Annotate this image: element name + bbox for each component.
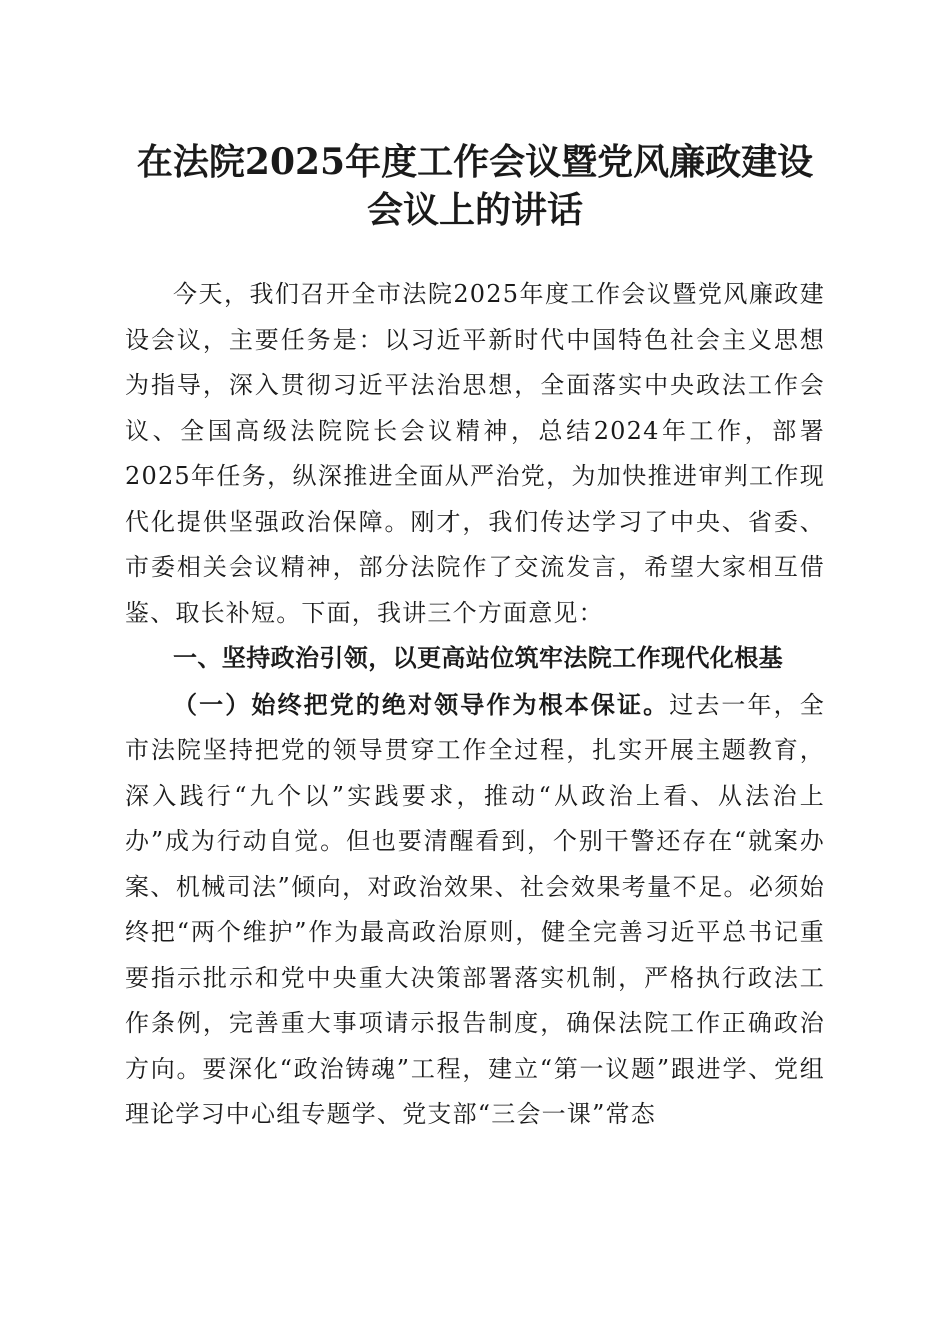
subsection-heading-1: （一）始终把党的绝对领导作为根本保证。: [173, 689, 670, 719]
intro-paragraph: 今天，我们召开全市法院2025年度工作会议暨党风廉政建设会议，主要任务是：以习近平新时代中国特色社会主义思想为指导，深入贯彻习近平法治思想，全面落实中央政法工作会议、全国高级法院院长会议精神，总结2024年工作，部署2025年任务，纵深推进全面从严治党，为加快推进审判工作现代化提供坚强政治保障。刚才，我们传达学习了中央、省委、市委相关会议精神，部分法院作了交流发言，希望大家相互借鉴、取长补短。下面，我讲三个方面意见：: [125, 280, 825, 627]
subsection-paragraph-1: [125, 682, 825, 1138]
section-heading-1: 一、坚持政治引领，以更高站位筑牢法院工作现代化根基: [173, 644, 783, 672]
subsection-body-1: 过去一年，全市法院坚持把党的领导贯穿工作全过程，扎实开展主题教育，深入践行“九个以”实践要求，推动“从政治上看、从法治上办”成为行动自觉。但也要清醒看到，个别干警还存在“就案办案、机械司法”倾向，对政治效果、社会效果考量不足。必须始终把“两个维护”作为最高政治原则，健全完善习近平总书记重要指示批示和党中央重大决策部署落实机制，严格执行政法工作条例，完善重大事项请示报告制度，确保法院工作正确政治方向。要深化“政治铸魂”工程，建立“第一议题”跟进学、党组理论学习中心组专题学、党支部“三会一课”常态: [125, 690, 825, 1128]
document-body: [125, 272, 825, 1138]
document-title: 在法院2025年度工作会议暨党风廉政建设会议上的讲话: [136, 141, 814, 231]
